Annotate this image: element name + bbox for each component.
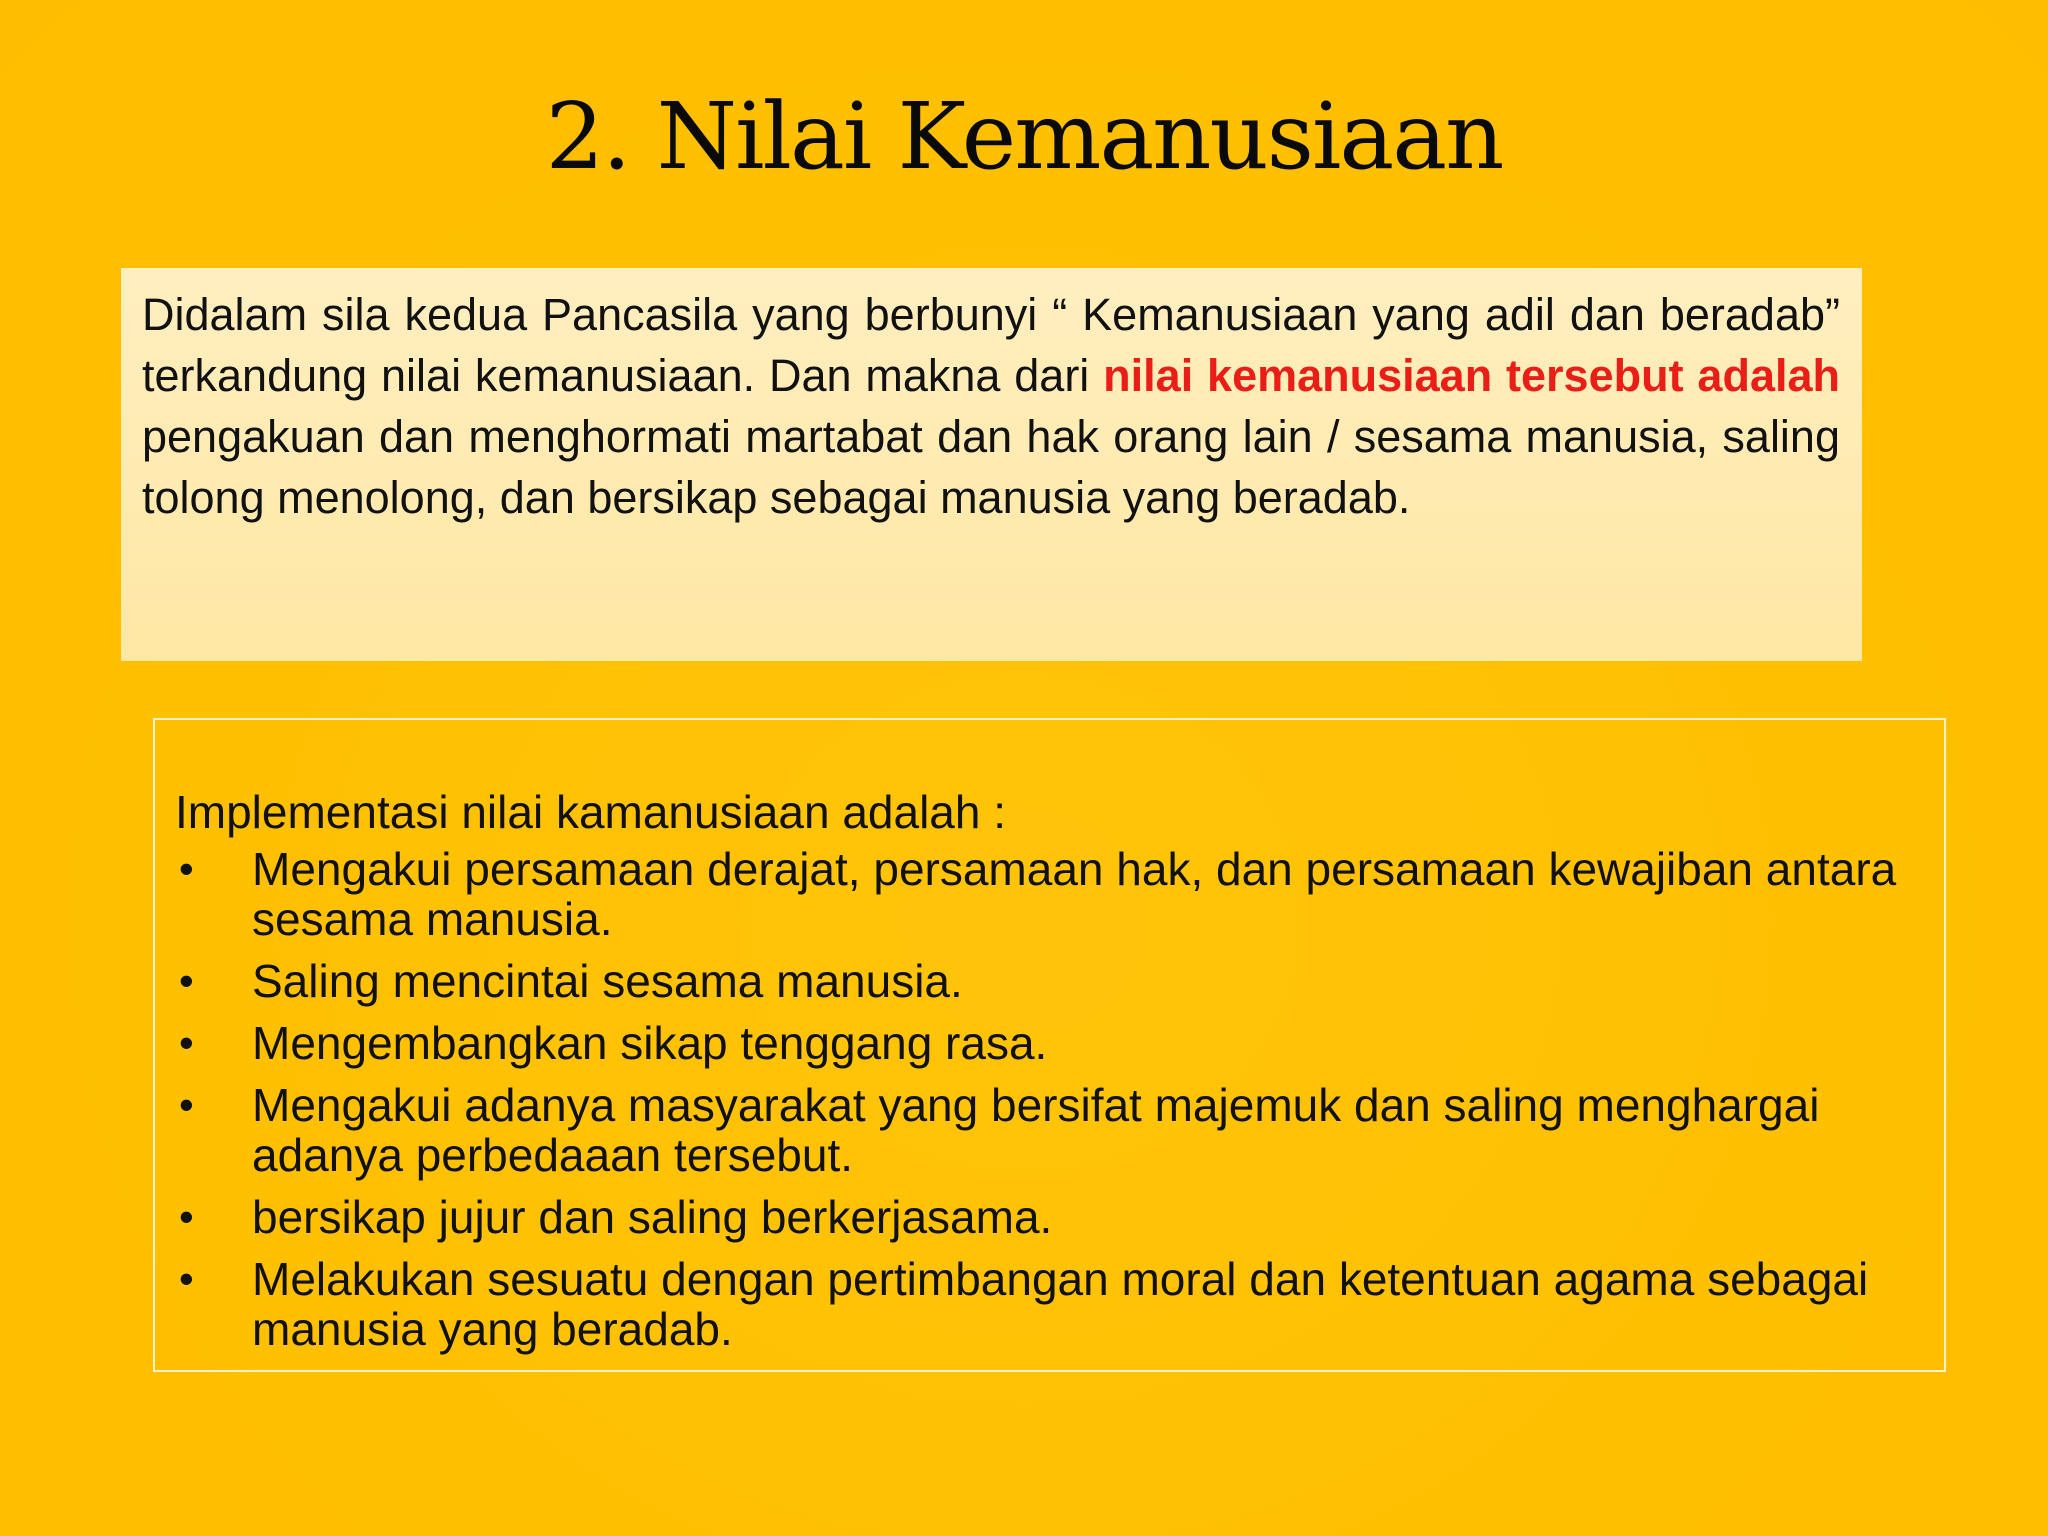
list-item xyxy=(175,956,1924,1006)
list-item xyxy=(175,1192,1924,1242)
list-item-text: Melakukan sesuatu dengan pertimbangan moral dan ketentuan agama sebagai manusia yang beradab. xyxy=(252,1253,1869,1355)
bullet-icon: • xyxy=(179,1019,194,1066)
bullet-icon: • xyxy=(179,1193,194,1240)
bullet-icon: • xyxy=(179,1081,194,1128)
list-item-text: Saling mencintai sesama manusia. xyxy=(252,955,963,1007)
definition-text-before: Didalam sila kedua Pancasila yang berbunyi “ Kemanusiaan yang adil dan beradab” terkandung nilai kemanusiaan. Dan makna dari xyxy=(142,289,1840,401)
list-item-text: Mengakui persamaan derajat, persamaan hak, dan persamaan kewajiban antara sesama manusia. xyxy=(252,843,1897,945)
definition-box xyxy=(121,268,1862,661)
list-item xyxy=(175,1080,1924,1180)
definition-highlight: nilai kemanusiaan tersebut adalah xyxy=(1103,350,1840,401)
list-item xyxy=(175,1254,1924,1354)
bullet-icon: • xyxy=(179,845,194,892)
bullet-icon: • xyxy=(179,957,194,1004)
implementation-heading: Implementasi nilai kamanusiaan adalah : xyxy=(175,786,1007,838)
list-item-text: bersikap jujur dan saling berkerjasama. xyxy=(252,1191,1053,1243)
bullet-icon: • xyxy=(179,1255,194,1302)
implementation-box xyxy=(153,718,1946,1372)
implementation-list xyxy=(175,844,1924,1354)
list-item-text: Mengakui adanya masyarakat yang bersifat majemuk dan saling menghargai adanya perbedaaan tersebut. xyxy=(252,1079,1820,1181)
slide-title: 2. Nilai Kemanusiaan xyxy=(545,83,1503,190)
list-item xyxy=(175,1018,1924,1068)
list-item xyxy=(175,844,1924,944)
definition-paragraph xyxy=(142,284,1840,528)
list-item-text: Mengembangkan sikap tenggang rasa. xyxy=(252,1017,1048,1069)
definition-text-after: pengakuan dan menghormati martabat dan hak orang lain / sesama manusia, saling tolong menolong, dan bersikap sebagai manusia yang beradab. xyxy=(142,411,1840,523)
